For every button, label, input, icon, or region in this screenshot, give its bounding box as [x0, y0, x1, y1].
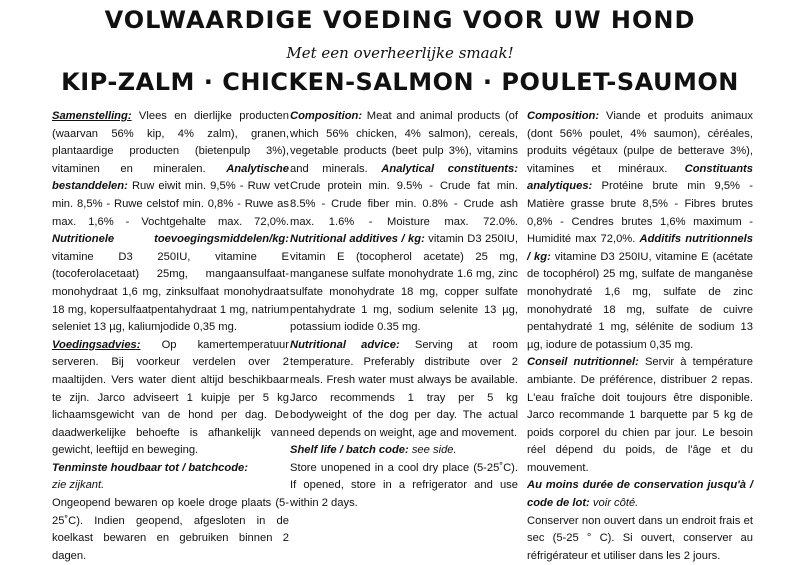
advice-paragraph-nl	[52, 337, 289, 460]
shelf-paragraph-nl	[52, 460, 289, 495]
label-subtitle: Met een overheerlijke smaak!	[286, 44, 514, 62]
storage-paragraph-nl: Ongeopend bewaren op koele droge plaats (5-25˚C). Indien geopend, afgesloten in de koelkast bewaren en gebruiken binnen 2 dagen.	[52, 497, 289, 562]
storage-paragraph-fr: Conserver non ouvert dans un endroit frais et sec (5-25 ° C). Si ouvert, conserver au réfrigérateur et utiliser dans les 2 jours.	[527, 514, 753, 562]
composition-label: Composition:	[527, 110, 600, 122]
shelf-label: Shelf life / batch code:	[290, 444, 409, 457]
analytic-label: Analytische bestanddelen:	[52, 162, 289, 193]
column-english	[290, 108, 518, 513]
shelf-label: Au moins durée de conservation jusqu'à / code de lot:	[527, 479, 753, 510]
additives-text: vitamine D3 250IU, vitamine E (tocoferolacetaat) 25mg, mangaansulfaat-monohydraat 1,6 mg, zinksulfaat monohydraat 18 mg, kopersulfaatpentahydraat 1 mg, natrium seleniet 13 µg, kaliumjodide 0,35 mg.	[52, 250, 289, 334]
shelf-text: voir côté.	[589, 497, 639, 510]
analytic-text: Ruw eiwit min. 9,5% - Ruw vet min. 8,5% - Ruwe celstof min. 0,8% - Ruwe as max. 1,6% - Vochtgehalte max. 72,0%.	[52, 180, 289, 228]
composition-label: Samenstelling:	[52, 110, 132, 122]
storage-paragraph-en: Store unopened in a cool dry place (5-25˚C). If opened, store in a refrigerator and use within 2 days.	[290, 461, 518, 510]
advice-text: Op kamertemperatuur serveren. Bij voorkeur verdelen over 2 maaltijden. Vers water dient altijd beschikbaar te zijn. Jarco adviseert 1 kuipje per 5 kg lichaamsgewicht van de hond per dag. De daadwerkelijke behoefte is afhankelijk van gewicht, leeftijd en beweging.	[52, 338, 289, 457]
shelf-text: see side.	[408, 444, 457, 457]
analytic-label: Constituants analytiques:	[527, 162, 753, 193]
shelf-paragraph-en	[290, 442, 518, 460]
composition-text: Meat and animal products (of which 56% chicken, 4% salmon), cereals, vegetable products (beet pulp 3%), vitamins and minerals.	[290, 110, 518, 175]
analytic-text: Protéine brute min 9,5% - Matière grasse brute 8,5% - Fibres brutes 0,8% - Cendres brutes 1,6% maximum - Humidité max 72,0%.	[527, 180, 753, 246]
advice-text: Serving at room temperature. Preferably distribute over 2 meals. Fresh water must always be available. Jarco recommends 1 tray per 5 kg bodyweight of the dog per day. The actual need depends on weight, age and movement.	[290, 338, 518, 439]
advice-label: Voedingsadvies:	[52, 338, 141, 351]
analytic-text: Crude protein min. 9.5% - Crude fat min. 8.5% - Crude fiber min. 0.8% - Crude ash max. 1.6% - Moisture max. 72.0%.	[290, 180, 518, 228]
shelf-paragraph-fr	[527, 477, 753, 512]
advice-paragraph-en	[290, 337, 518, 443]
advice-text: Servir à température ambiante. De préférence, distribuer 2 repas. L'eau fraîche doit toujours être disponible. Jarco recommande 1 barquette par 5 kg de poids corporel du chien par jour. Le besoin réel dépend du poids, de l'âge et du mouvement.	[527, 356, 753, 474]
additives-text: vitamine D3 250IU, vitamine E (acétate de tocophérol) 25 mg, sulfate de manganèse monohydraté 1,6 mg, sulfate de zinc monohydraté 18 mg, sulfate de cuivre pentahydraté 1 mg, sélénite de sodium 13 µg, iodure de potassium 0,35 mg.	[527, 250, 753, 351]
additives-label: Additifs nutritionnels / kg:	[527, 233, 753, 263]
label-title: VOLWAARDIGE VOEDING VOOR UW HOND	[104, 6, 696, 34]
composition-paragraph-fr	[527, 108, 753, 354]
additives-text: vitamin D3 250IU, vitamin E (tocopherol acetate) 25 mg, manganese sulfate monohydrate 1.6 mg, zinc sulfate monohydrate 18 mg, copper sulfate pentahydrate 1 mg, sodium selenite 13 µg, potassium iodide 0.35 mg.	[290, 233, 518, 334]
composition-label: Composition:	[290, 110, 363, 122]
composition-paragraph-nl	[52, 108, 289, 337]
additives-label: Nutritional additives / kg:	[290, 233, 425, 246]
analytic-label: Analytical constituents:	[381, 162, 518, 175]
composition-paragraph-en	[290, 108, 518, 337]
advice-label: Nutritional advice:	[290, 338, 400, 351]
column-french	[527, 108, 753, 565]
product-name: KIP-ZALM · CHICKEN-SALMON · POULET-SAUMON	[61, 68, 739, 96]
composition-text: Vlees en dierlijke producten (waarvan 56% kip, 4% zalm), granen, plantaardige producten (bietenpulp 3%), vitaminen en mineralen.	[52, 110, 289, 175]
shelf-label: Tenminste houdbaar tot / batchcode:	[52, 461, 248, 474]
advice-label: Conseil nutritionnel:	[527, 356, 639, 369]
advice-paragraph-fr	[527, 354, 753, 477]
column-dutch	[52, 108, 289, 565]
shelf-text: zie zijkant.	[52, 479, 105, 492]
additives-label: Nutritionele toevoegingsmiddelen/kg:	[52, 233, 289, 246]
composition-text: Viande et produits animaux (dont 56% poulet, 4% saumon), céréales, produits végétaux (pulpe de betterave 3%), vitamines et minéraux.	[527, 110, 753, 175]
